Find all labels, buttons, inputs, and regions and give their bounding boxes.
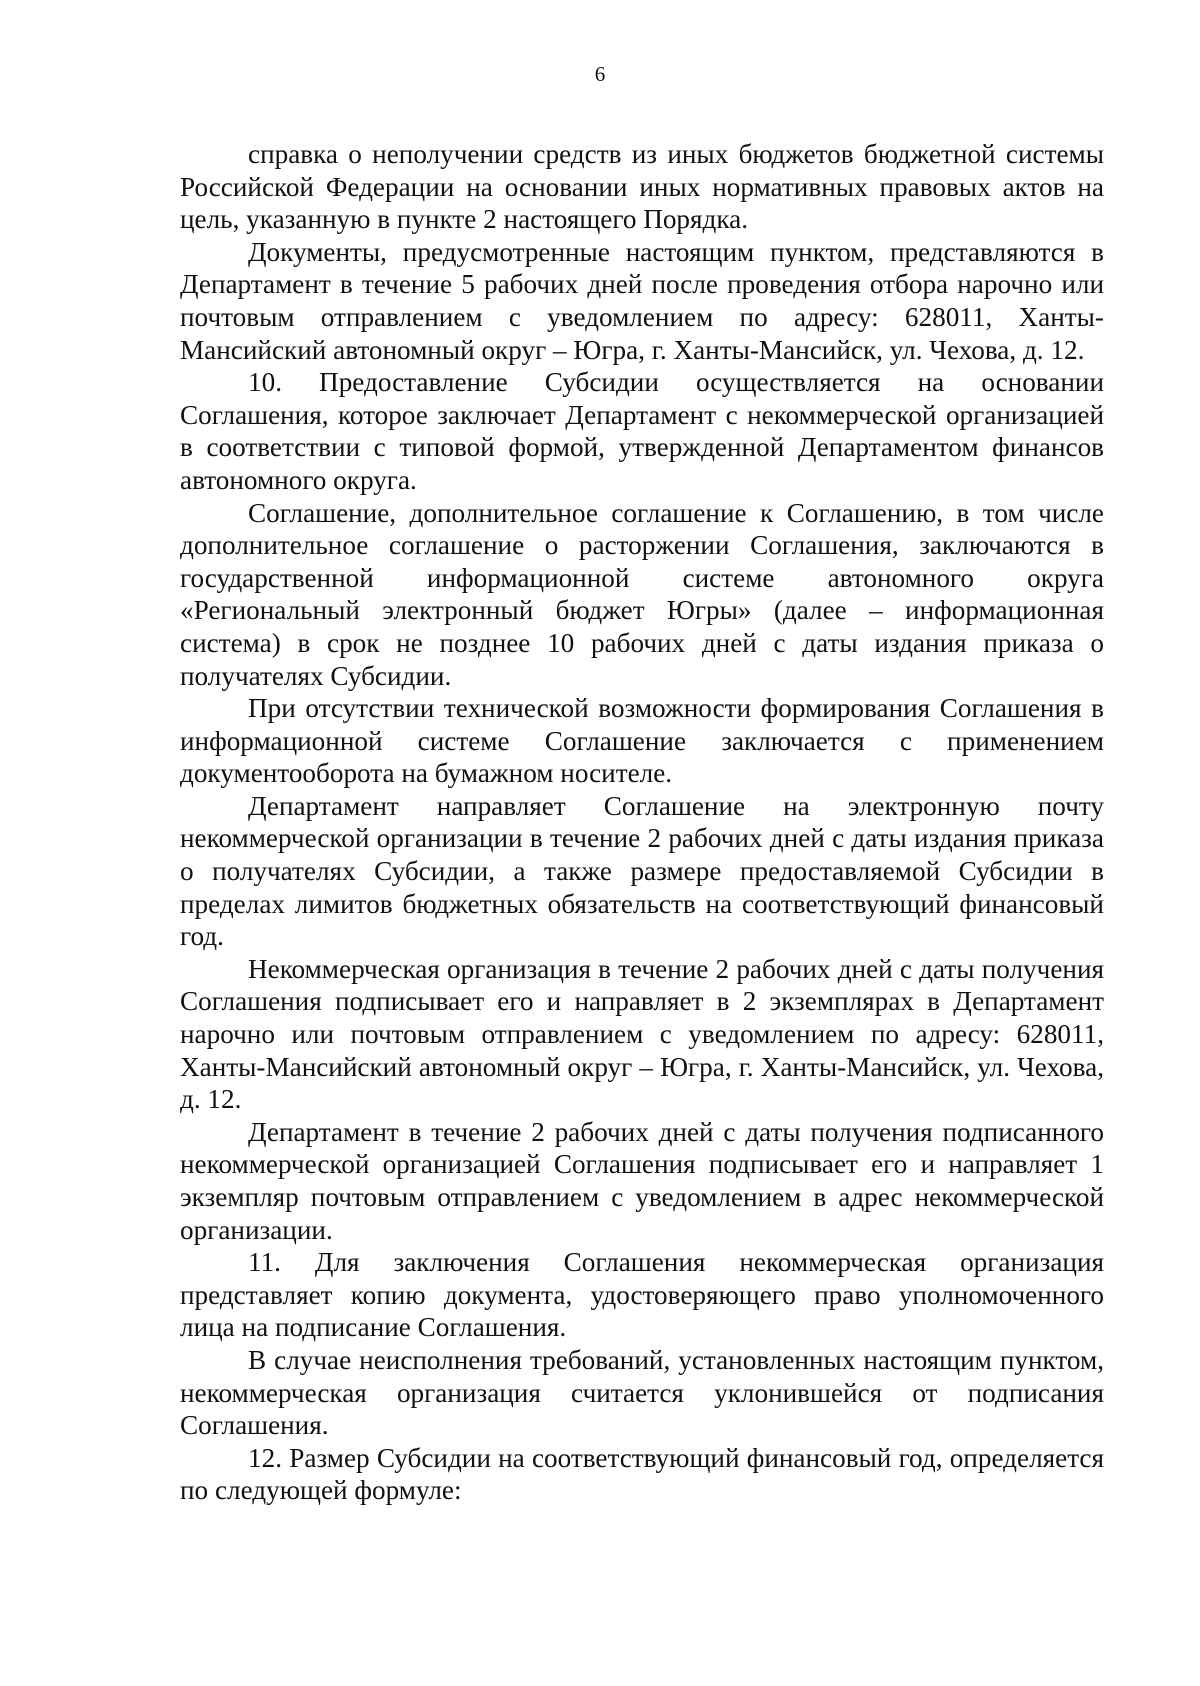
document-body bbox=[180, 138, 1104, 1507]
paragraph-documents-submission: Документы, предусмотренные настоящим пунктом, представляются в Департамент в течение 5 рабочих дней после проведения отбора нарочно или почтовым отправлением с уведомлением по адресу: 628011, Ханты-Мансийский автономный округ – Югра, г. Ханты-Мансийск, ул. Чехова, д. 12. bbox=[180, 236, 1104, 365]
paragraph-agreement-system: Соглашение, дополнительное соглашение к Соглашению, в том числе дополнительное соглашение о расторжении Соглашения, заключаются в государственной информационной системе автономного округа «Региональный электронный бюджет Югры» (далее – информационная система) в срок не позднее 10 рабочих дней с даты издания приказа о получателях Субсидии. bbox=[180, 497, 1104, 691]
page-number: 6 bbox=[594, 62, 606, 86]
paragraph-department-signs: Департамент в течение 2 рабочих дней с даты получения подписанного некоммерческой организацией Соглашения подписывает его и направляет 1 экземпляр почтовым отправлением с уведомлением в адрес некоммерческой организации. bbox=[180, 1116, 1104, 1245]
paragraph-item-12: 12. Размер Субсидии на соответствующий финансовый год, определяется по следующей формуле: bbox=[180, 1442, 1104, 1506]
paragraph-item-10: 10. Предоставление Субсидии осуществляется на основании Соглашения, которое заключает Департамент с некоммерческой организацией в соответствии с типовой формой, утвержденной Департаментом финансов автономного округа. bbox=[180, 367, 1104, 495]
paragraph-paper-agreement: При отсутствии технической возможности формирования Соглашения в информационной системе Соглашение заключается с применением документооборота на бумажном носителе. bbox=[180, 693, 1104, 789]
paragraph-organization-signs: Некоммерческая организация в течение 2 рабочих дней с даты получения Соглашения подписывает его и направляет в 2 экземплярах в Департамент нарочно или почтовым отправлением с уведомлением по адресу: 628011, Ханты-Мансийский автономный округ – Югра, г. Ханты-Мансийск, ул. Чехова, д. 12. bbox=[180, 953, 1104, 1115]
paragraph-certificate-continuation: справка о неполучении средств из иных бюджетов бюджетной системы Российской Федерации на основании иных нормативных правовых актов на цель, указанную в пункте 2 настоящего Порядка. bbox=[180, 139, 1104, 235]
paragraph-item-11: 11. Для заключения Соглашения некоммерческая организация представляет копию документа, удостоверяющего право уполномоченного лица на подписание Соглашения. bbox=[180, 1247, 1104, 1343]
paragraph-non-compliance: В случае неисполнения требований, установленных настоящим пунктом, некоммерческая организация считается уклонившейся от подписания Соглашения. bbox=[180, 1344, 1104, 1441]
paragraph-department-sends: Департамент направляет Соглашение на электронную почту некоммерческой организации в течение 2 рабочих дней с даты издания приказа о получателях Субсидии, а также размере предоставляемой Субсидии в пределах лимитов бюджетных обязательств на соответствующий финансовый год. bbox=[180, 790, 1104, 952]
